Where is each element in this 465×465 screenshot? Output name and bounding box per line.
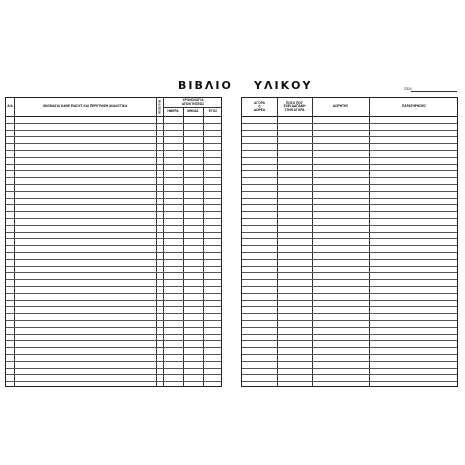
- header-amount-spent: ΠΟΣΟ ΠΟΥ ΕΧΕΙ ΔΑΠΑΝΗ ΣΤΗΝ ΑΓΟΡΑ: [283, 100, 306, 112]
- header-item-name: ΟΝΟΜΑΣΙΑ ΚΑΘΕ ΕΙΔΟΥΣ ΚΑΙ ΠΕΡΙΓΡΑΦΗ ΑΝΑΛΥΤΙΚΑ: [42, 104, 128, 109]
- right-ledger-table: [241, 97, 458, 387]
- table-row-line: [6, 164, 221, 165]
- table-row-line: [242, 374, 457, 375]
- table-row-line: [242, 204, 457, 205]
- table-row-line: [6, 293, 221, 294]
- table-row-line: [6, 245, 221, 246]
- table-row-line: [242, 218, 457, 219]
- table-row-line: [6, 238, 221, 239]
- column-divider: [183, 107, 184, 386]
- table-row-line: [6, 313, 221, 314]
- table-row-line: [6, 225, 221, 226]
- table-row-line: [6, 272, 221, 273]
- table-row-line: [242, 368, 457, 369]
- table-row-line: [242, 306, 457, 307]
- header-day: ΗΜΕΡΑ: [167, 108, 179, 113]
- table-row-line: [242, 381, 457, 382]
- table-row-line: [242, 123, 457, 124]
- column-divider: [14, 98, 15, 386]
- table-row-line: [6, 286, 221, 287]
- page-number-line: [411, 91, 457, 92]
- table-row-line: [6, 211, 221, 212]
- header-quantity: ΠΟΣΟΤΗΣ: [157, 99, 162, 115]
- table-row-line: [242, 184, 457, 185]
- table-row-line: [6, 232, 221, 233]
- table-row-line: [6, 347, 221, 348]
- table-row-line: [242, 143, 457, 144]
- table-row-line: [242, 286, 457, 287]
- table-row-line: [6, 368, 221, 369]
- header-purchase-or-donation: ΑΓΟΡΑ ή ΔΩΡΕΑ: [253, 100, 266, 112]
- table-row-line: [6, 381, 221, 382]
- chronology-divider: [163, 107, 222, 108]
- table-row-line: [242, 191, 457, 192]
- left-ledger-table: [5, 97, 222, 387]
- table-row-line: [242, 272, 457, 273]
- table-row-line: [6, 198, 221, 199]
- table-row-line: [6, 252, 221, 253]
- table-row-line: [242, 354, 457, 355]
- table-row-line: [6, 136, 221, 137]
- column-divider: [203, 107, 204, 386]
- table-row-line: [242, 198, 457, 199]
- header-month: ΜΗΝΑΣ: [187, 108, 199, 113]
- header-chronology: ΧΡΟΝΟΛΟΓΙΑ ΑΠΟΚΤΗΣΕΩΣ: [181, 98, 205, 106]
- header-aa: Α/Α: [7, 104, 13, 109]
- table-row-line: [242, 238, 457, 239]
- table-row-line: [6, 361, 221, 362]
- table-row-line: [242, 170, 457, 171]
- table-row-line: [242, 232, 457, 233]
- table-row-line: [6, 300, 221, 301]
- table-row-line: [6, 327, 221, 328]
- table-row-line: [6, 150, 221, 151]
- table-row-line: [6, 218, 221, 219]
- table-row-line: [242, 327, 457, 328]
- table-row-line: [242, 245, 457, 246]
- table-row-line: [6, 320, 221, 321]
- column-divider: [312, 98, 313, 386]
- column-divider: [369, 98, 370, 386]
- table-row-line: [242, 313, 457, 314]
- table-row-line: [6, 266, 221, 267]
- table-row-line: [6, 259, 221, 260]
- table-row-line: [6, 204, 221, 205]
- table-row-line: [6, 334, 221, 335]
- table-row-line: [242, 361, 457, 362]
- table-row-line: [242, 347, 457, 348]
- header-notes: ΠΑΡΑΤΗΡΗΣΕΙΣ: [401, 104, 427, 109]
- table-row-line: [6, 340, 221, 341]
- table-row-line: [242, 136, 457, 137]
- table-row-line: [242, 150, 457, 151]
- table-row-line: [242, 157, 457, 158]
- table-row-line: [242, 177, 457, 178]
- table-row-line: [242, 340, 457, 341]
- table-row-line: [242, 334, 457, 335]
- table-row-line: [6, 157, 221, 158]
- table-row-line: [6, 123, 221, 124]
- header-bottom-line: [242, 116, 457, 117]
- table-row-line: [6, 184, 221, 185]
- table-row-line: [6, 306, 221, 307]
- table-row-line: [242, 259, 457, 260]
- header-donor: ΔΩΡΗΤΗΣ: [332, 104, 349, 109]
- header-year: ΕΤΟΣ: [208, 108, 218, 113]
- table-row-line: [242, 225, 457, 226]
- page-number-label: ΣΕΛ.: [404, 86, 413, 91]
- table-row-line: [6, 354, 221, 355]
- column-divider: [163, 98, 164, 386]
- table-row-line: [242, 130, 457, 131]
- table-row-line: [242, 279, 457, 280]
- table-row-line: [242, 320, 457, 321]
- table-row-line: [6, 279, 221, 280]
- column-divider: [156, 98, 157, 386]
- title-left: ΒΙΒΛΙΟ: [178, 79, 233, 92]
- table-row-line: [6, 374, 221, 375]
- table-row-line: [6, 130, 221, 131]
- table-row-line: [242, 164, 457, 165]
- table-row-line: [242, 266, 457, 267]
- table-row-line: [6, 143, 221, 144]
- title-right: ΥΛΙΚΟΥ: [254, 79, 313, 92]
- table-row-line: [242, 252, 457, 253]
- table-row-line: [6, 191, 221, 192]
- table-row-line: [6, 177, 221, 178]
- table-row-line: [6, 170, 221, 171]
- column-divider: [277, 98, 278, 386]
- header-bottom-line: [6, 116, 221, 117]
- table-row-line: [242, 293, 457, 294]
- table-row-line: [242, 300, 457, 301]
- table-row-line: [242, 211, 457, 212]
